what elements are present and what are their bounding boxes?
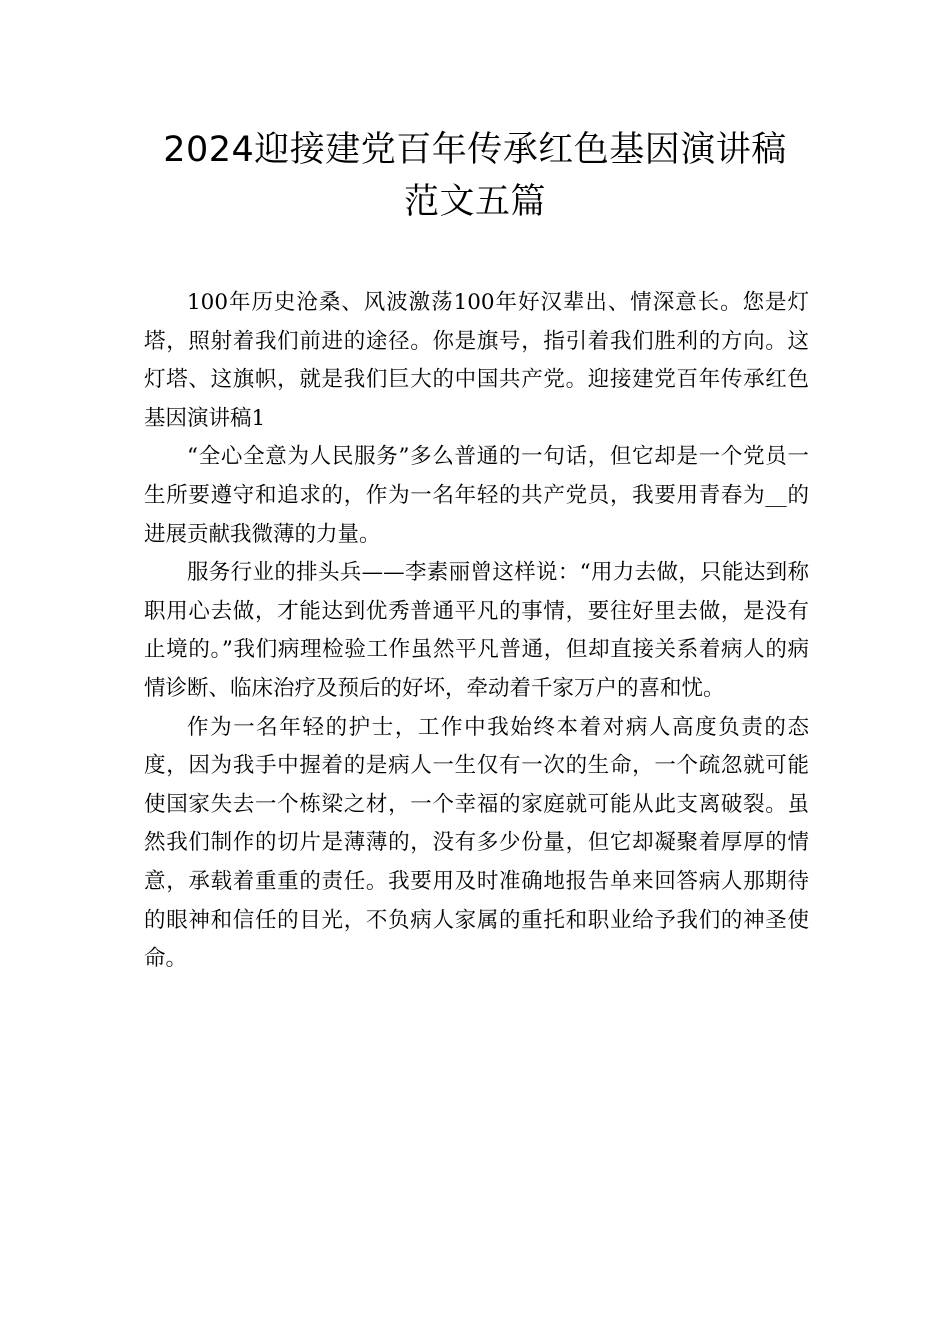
document-body <box>144 284 809 979</box>
paragraph-3: 服务行业的排头兵——李素丽曾这样说：“用力去做，只能达到称职用心去做，才能达到优秀普通平凡的事情，要往好里去做，是没有止境的。”我们病理检验工作虽然平凡普通，但却直接关系着病人的病情诊断、临床治疗及预后的好坏，牵动着千家万户的喜和忧。 <box>144 560 809 701</box>
paragraph-2: “全心全意为人民服务”多么普通的一句话，但它却是一个党员一生所要遵守和追求的，作为一名年轻的共产党员，我要用青春为__的进展贡献我微薄的力量。 <box>144 444 809 547</box>
title-line-1: 2024迎接建党百年传承红色基因演讲稿 <box>163 130 787 170</box>
document-title <box>120 124 830 228</box>
paragraph-1: 100年历史沧桑、风波激荡100年好汉辈出、情深意长。您是灯塔，照射着我们前进的途径。你是旗号，指引着我们胜利的方向。这灯塔、这旗帜，就是我们巨大的中国共产党。迎接建党百年传承红色基因演讲稿1 <box>144 290 809 431</box>
title-line-2: 范文五篇 <box>403 182 546 222</box>
paragraph-4: 作为一名年轻的护士，工作中我始终本着对病人高度负责的态度，因为我手中握着的是病人一生仅有一次的生命，一个疏忽就可能使国家失去一个栋梁之材，一个幸福的家庭就可能从此支离破裂。虽然我们制作的切片是薄薄的，没有多少份量，但它却凝聚着厚厚的情意，承载着重重的责任。我要用及时准确地报告单来回答病人那期待的眼神和信任的目光，不负病人家属的重托和职业给予我们的神圣使命。 <box>144 714 809 972</box>
